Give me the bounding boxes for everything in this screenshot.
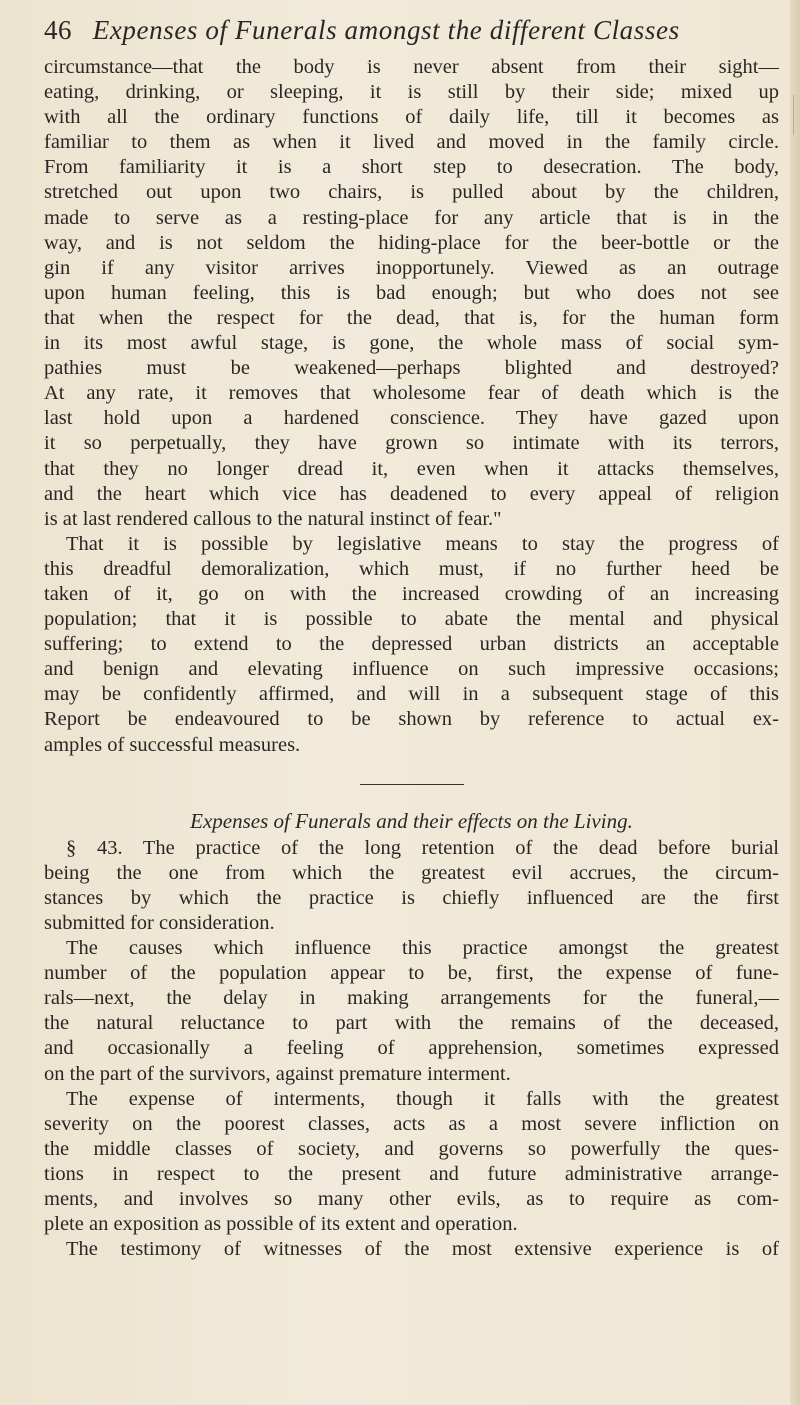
text-line: amples of successful measures. (44, 733, 301, 756)
text-line: is at last rendered callous to the natural instinct of fear." (44, 507, 502, 530)
text-line: way, and is not seldom the hiding-place for the beer-bottle or the (44, 231, 779, 254)
text-line: made to serve as a resting-place for any article that is in the (44, 206, 779, 229)
text-line: suffering; to extend to the depressed urban districts an acceptable (44, 633, 779, 656)
paragraph-3 (44, 836, 779, 936)
text-line: this dreadful demoralization, which must, if no further heed be (44, 557, 779, 580)
text-line: submitted for consideration. (44, 912, 275, 934)
page-body (44, 55, 779, 1262)
text-line: eating, drinking, or sleeping, it is still by their side; mixed up (44, 81, 779, 104)
text-line: the middle classes of society, and governs so powerfully the ques- (44, 1137, 779, 1160)
paragraph-2 (44, 532, 779, 758)
text-line: stances by which the practice is chiefly influenced are the first (44, 886, 779, 909)
page-edge (790, 0, 800, 1405)
text-line: The causes which influence this practice amongst the greatest (66, 937, 779, 960)
page-mark (793, 95, 794, 135)
text-line: severity on the poorest classes, acts as a most severe infliction on (44, 1112, 779, 1135)
text-line: The testimony of witnesses of the most extensive experience is of (66, 1238, 779, 1261)
text-line: circumstance—that the body is never absent from their sight— (44, 56, 779, 78)
text-line: The expense of interments, though it falls with the greatest (66, 1087, 779, 1110)
text-line: with all the ordinary functions of daily life, till it becomes as (44, 106, 779, 129)
section-heading: Expenses of Funerals and their effects on the Living. (190, 808, 633, 833)
running-title: Expenses of Funerals amongst the different Classes (92, 15, 680, 45)
paragraph-1 (44, 55, 779, 532)
running-header (44, 14, 780, 46)
text-line: stretched out upon two chairs, is pulled about by the children, (44, 181, 779, 204)
text-line: § 43. The practice of the long retention of the dead before burial (66, 836, 779, 859)
text-line: gin if any visitor arrives inopportunely. Viewed as an outrage (44, 256, 779, 279)
text-line: Report be endeavoured to be shown by reference to actual ex- (44, 708, 779, 731)
text-line: upon human feeling, this is bad enough; but who does not see (44, 281, 779, 304)
text-line: may be confidently affirmed, and will in a subsequent stage of this (44, 683, 779, 706)
text-line: population; that it is possible to abate the mental and physical (44, 608, 779, 631)
text-line: plete an exposition as possible of its extent and operation. (44, 1213, 518, 1236)
text-line: last hold upon a hardened conscience. They have gazed upon (44, 407, 779, 430)
section-divider (360, 784, 464, 785)
text-line: it so perpetually, they have grown so intimate with its terrors, (44, 432, 779, 455)
text-line: ments, and involves so many other evils, as to require as com- (44, 1188, 779, 1211)
text-line: At any rate, it removes that wholesome fear of death which is the (44, 382, 779, 405)
text-line: the natural reluctance to part with the remains of the deceased, (44, 1012, 779, 1035)
text-line: That it is possible by legislative means to stay the progress of (66, 532, 779, 555)
text-line: on the part of the survivors, against premature interment. (44, 1062, 511, 1085)
text-line: taken of it, go on with the increased crowding of an increasing (44, 582, 779, 605)
text-line: rals—next, the delay in making arrangements for the funeral,— (44, 987, 779, 1010)
text-line: and the heart which vice has deadened to every appeal of religion (44, 482, 779, 505)
text-line: and benign and elevating influence on such impressive occasions; (44, 658, 779, 681)
paragraph-6 (44, 1237, 779, 1262)
text-line: tions in respect to the present and future administrative arrange- (44, 1162, 779, 1185)
text-line: familiar to them as when it lived and moved in the family circle. (44, 131, 779, 154)
text-line: that when the respect for the dead, that is, for the human form (44, 306, 779, 329)
text-line: in its most awful stage, is gone, the whole mass of social sym- (44, 332, 779, 355)
page-number: 46 (44, 15, 72, 45)
text-line: number of the population appear to be, first, the expense of fune- (44, 962, 779, 985)
paragraph-4 (44, 936, 779, 1087)
text-line: being the one from which the greatest evil accrues, the circum- (44, 861, 779, 884)
text-line: From familiarity it is a short step to desecration. The body, (44, 156, 779, 179)
text-line: that they no longer dread it, even when it attacks themselves, (44, 457, 779, 480)
text-line: pathies must be weakened—perhaps blighted and destroyed? (44, 357, 779, 380)
text-line: and occasionally a feeling of apprehension, sometimes expressed (44, 1037, 779, 1060)
paragraph-5 (44, 1087, 779, 1238)
